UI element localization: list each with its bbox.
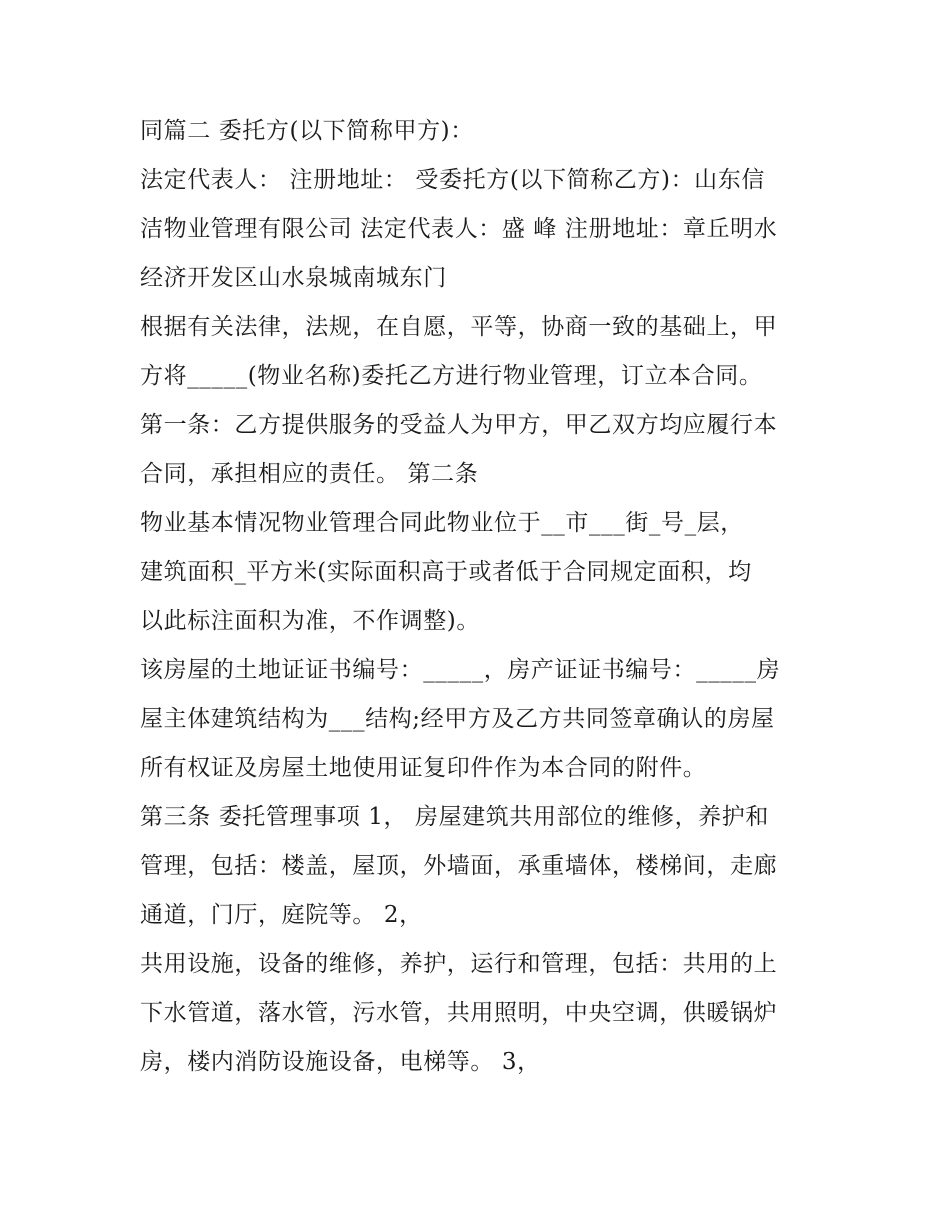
text-line: 洁物业管理有限公司 法定代表人：盛 峰 注册地址：章丘明水	[140, 216, 778, 242]
text-line: 以此标注面积为准，不作调整)。	[140, 608, 480, 634]
text-line: 通道，门厅，庭院等。 2，	[140, 902, 423, 928]
text-line: 管理，包括：楼盖，屋顶，外墙面，承重墙体，楼梯间，走廊	[140, 853, 778, 879]
text-line: 共用设施，设备的维修，养护，运行和管理，包括：共用的上	[140, 951, 778, 977]
text-line: 物业基本情况物业管理合同此物业位于__市___街_号_层，	[140, 510, 744, 536]
text-line: 合同，承担相应的责任。 第二条	[140, 461, 479, 487]
text-line: 建筑面积_平方米(实际面积高于或者低于合同规定面积，均	[140, 559, 752, 585]
text-line: 该房屋的土地证证书编号：_____，房产证证书编号：_____房	[140, 657, 781, 683]
text-line: 方将_____(物业名称)委托乙方进行物业管理，订立本合同。	[140, 363, 763, 389]
text-line: 同篇二 委托方(以下简称甲方)：	[140, 118, 474, 144]
text-line: 第三条 委托管理事项 1， 房屋建筑共用部位的维修，养护和	[140, 804, 769, 830]
text-line: 下水管道，落水管，污水管，共用照明，中央空调，供暖锅炉	[140, 1000, 778, 1026]
text-line: 法定代表人： 注册地址： 受委托方(以下简称乙方)：山东信	[140, 167, 765, 193]
text-line: 所有权证及房屋土地使用证复印件作为本合同的附件。	[140, 755, 707, 781]
text-line: 屋主体建筑结构为___结构;经甲方及乙方共同签章确认的房屋	[140, 706, 775, 732]
text-line: 房，楼内消防设施设备，电梯等。 3，	[140, 1049, 541, 1075]
text-line: 第一条：乙方提供服务的受益人为甲方，甲乙双方均应履行本	[140, 412, 778, 438]
text-line: 经济开发区山水泉城南城东门	[140, 265, 447, 291]
document-body	[140, 107, 820, 1087]
text-line: 根据有关法律，法规，在自愿，平等，协商一致的基础上，甲	[140, 314, 778, 340]
